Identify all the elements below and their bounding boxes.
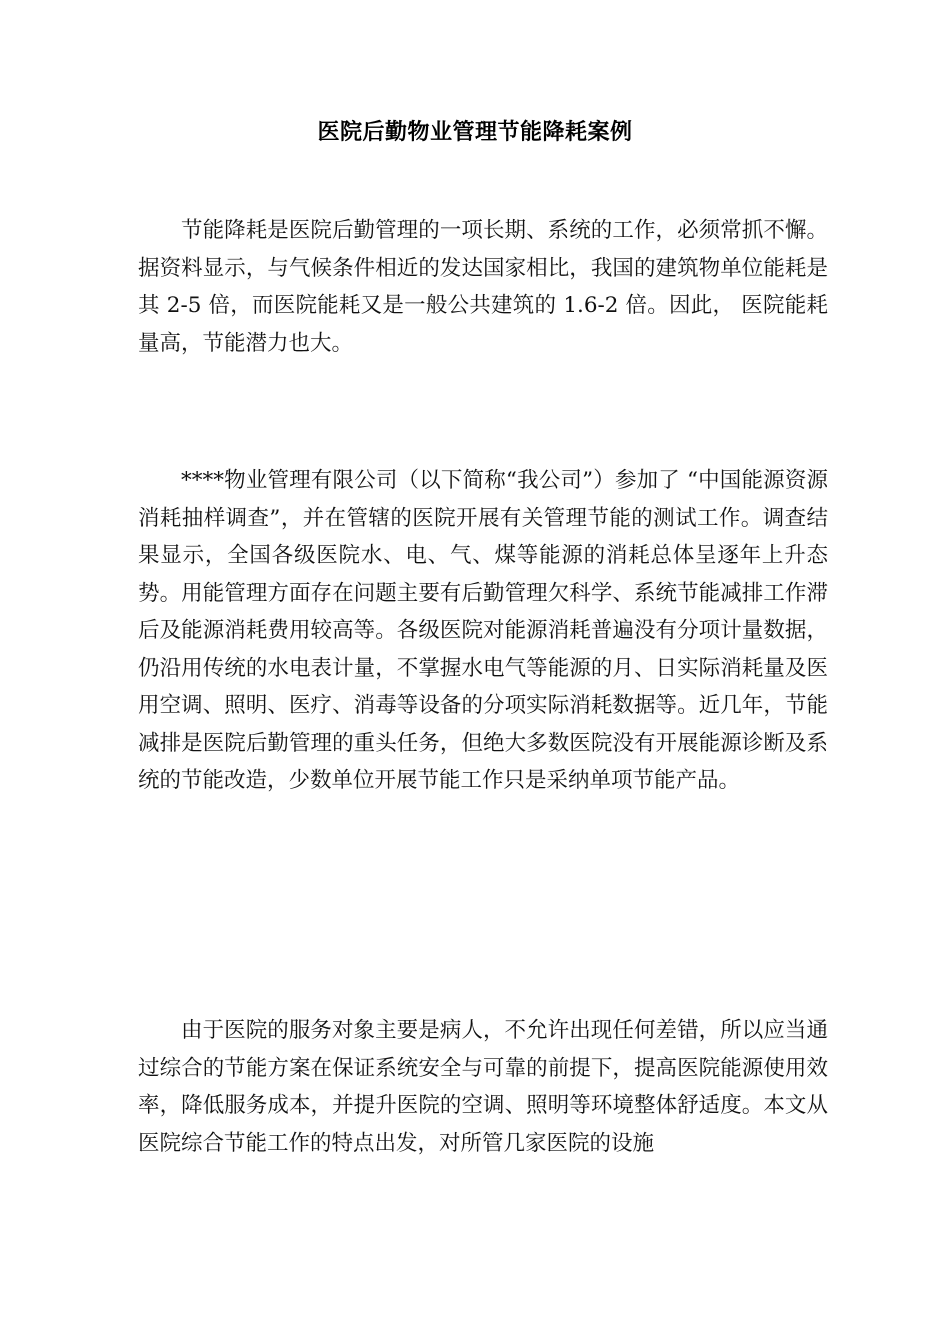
document-title: 医院后勤物业管理节能降耗案例 bbox=[317, 120, 633, 145]
paragraph-energy-saving-intro: 节能降耗是医院后勤管理的一项长期、系统的工作，必须常抓不懈。据资料显示，与气候条件相近的发达国家相比，我国的建筑物单位能耗是其 2-5 倍，而医院能耗又是一般公共建筑的 1.6-2 倍。因此， 医院能耗量高，节能潜力也大。 bbox=[138, 218, 828, 356]
paragraph-comprehensive-approach: 由于医院的服务对象主要是病人，不允许出现任何差错，所以应当通过综合的节能方案在保证系统安全与可靠的前提下，提高医院能源使用效率，降低服务成本，并提升医院的空调、照明等环境整体舒适度。本文从医院综合节能工作的特点出发，对所管几家医院的设施 bbox=[138, 1018, 828, 1156]
paragraph-survey-findings: ****物业管理有限公司（以下简称“我公司”）参加了 “中国能源资源消耗抽样调查”，并在管辖的医院开展有关管理节能的测试工作。调查结果显示，全国各级医院水、电、气、煤等能源的消耗总体呈逐年上升态势。用能管理方面存在问题主要有后勤管理欠科学、系统节能减排工作滞后及能源消耗费用较高等。各级医院对能源消耗普遍没有分项计量数据，仍沿用传统的水电表计量，不掌握水电气等能源的月、日实际消耗量及医用空调、照明、医疗、消毒等设备的分项实际消耗数据等。近几年，节能减排是医院后勤管理的重头任务，但绝大多数医院没有开展能源诊断及系统的节能改造，少数单位开展节能工作只是采纳单项节能产品。 bbox=[138, 468, 828, 793]
